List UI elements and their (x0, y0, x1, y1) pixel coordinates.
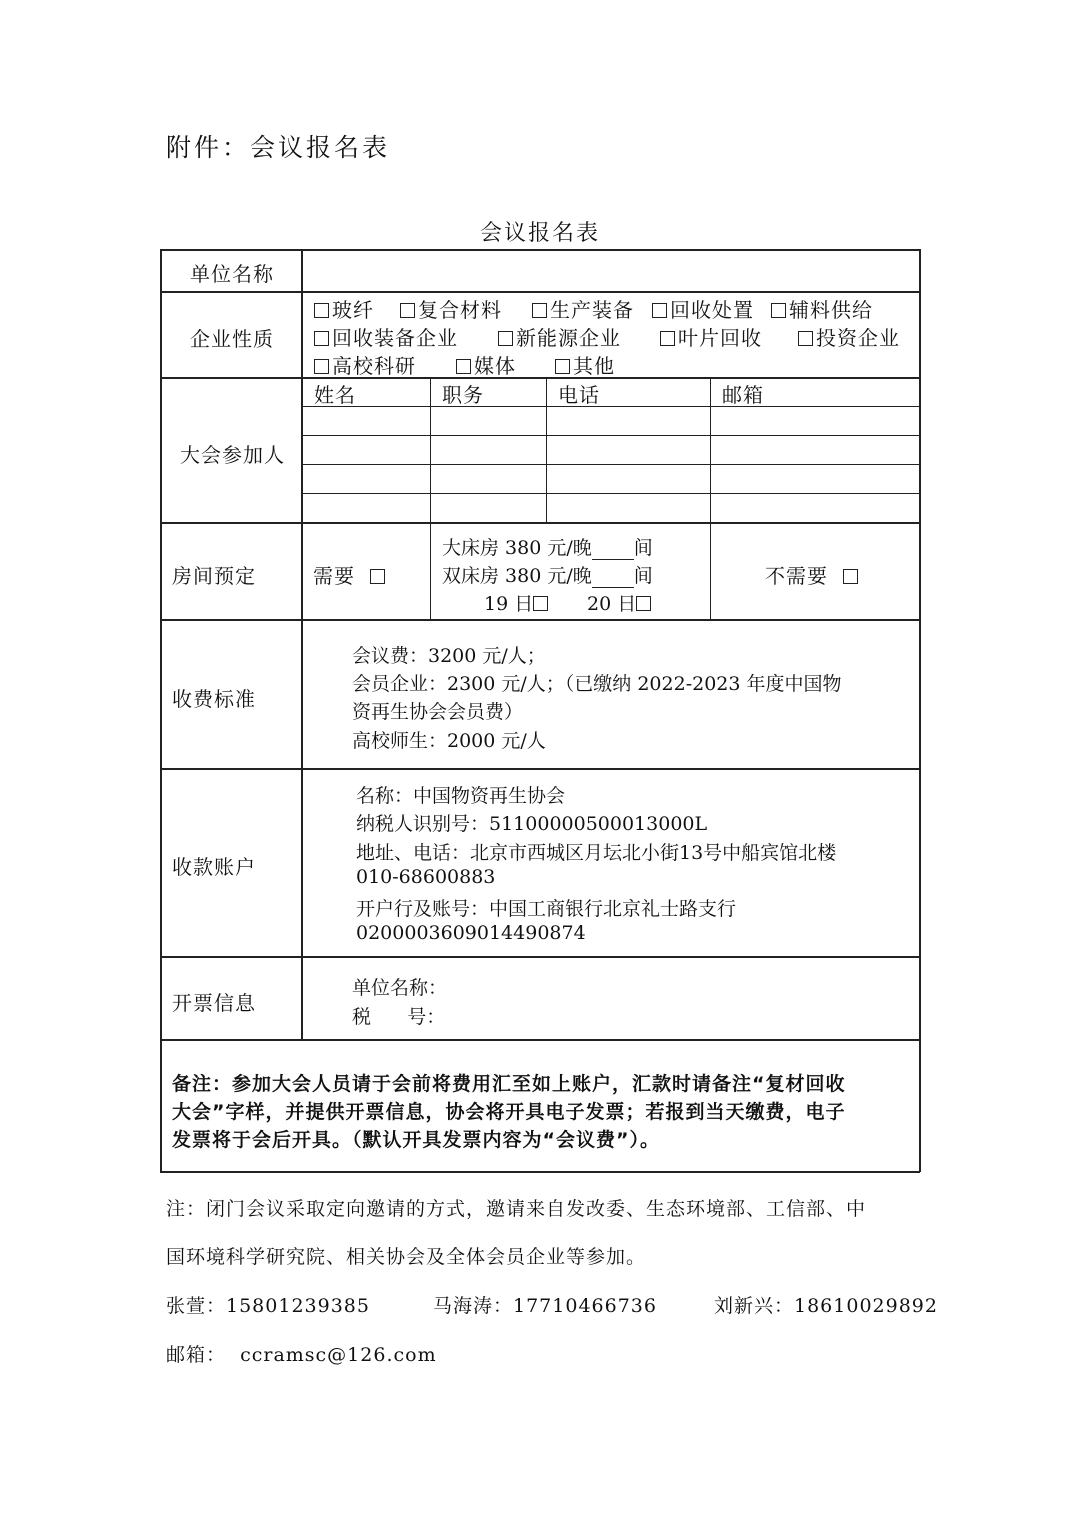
option-media[interactable]: 媒体 (456, 350, 516, 379)
checkbox-icon[interactable] (636, 596, 651, 611)
header-title: 职务 (442, 383, 484, 407)
checkbox-icon[interactable] (660, 331, 675, 346)
fee-member: 会员企业：2300 元/人；（已缴纳 2022-2023 年度中国物 (352, 673, 842, 695)
form-title: 会议报名表 (479, 221, 600, 246)
option-composite[interactable]: 复合材料 (400, 294, 502, 323)
remark-line-1: 备注：参加大会人员请于会前将费用汇至如上账户，汇款时请备注“复材回收 (172, 1073, 846, 1095)
account-tax-id: 纳税人识别号：51100000500013000L (356, 813, 708, 835)
room-booking-label: 房间预定 (172, 564, 256, 588)
checkbox-icon[interactable] (314, 331, 329, 346)
account-bank: 开户行及账号：中国工商银行北京礼士路支行 (356, 898, 737, 920)
room-need-option[interactable]: 需要 (313, 560, 388, 589)
unit-name-field[interactable] (303, 251, 918, 290)
fee-meeting: 会议费：3200 元/人； (352, 645, 546, 667)
checkbox-icon[interactable] (652, 303, 667, 318)
account-bank-number: 0200003609014490874 (356, 922, 586, 944)
invoice-tax-number: 税 号： (352, 1006, 446, 1028)
checkbox-icon[interactable] (314, 359, 329, 374)
checkbox-icon[interactable] (798, 331, 813, 346)
checkbox-icon[interactable] (370, 569, 385, 584)
attendee-label: 大会参加人 (180, 443, 285, 467)
room-no-need-option[interactable]: 不需要 (765, 560, 861, 589)
header-email: 邮箱 (722, 383, 764, 407)
bank-account-label: 收款账户 (172, 855, 256, 879)
option-university-research[interactable]: 高校科研 (314, 350, 416, 379)
option-investment[interactable]: 投资企业 (798, 322, 900, 351)
checkbox-icon[interactable] (555, 359, 570, 374)
remark-line-2: 大会”字样，并提供开票信息，协会将开具电子发票；若报到当天缴费，电子 (172, 1101, 846, 1123)
attachment-title: 附件：会议报名表 (166, 133, 391, 162)
contact-zhang: 张萱：15801239385 (166, 1295, 370, 1317)
option-recycling-equipment[interactable]: 回收装备企业 (314, 322, 458, 351)
fee-member-cont: 资再生协会会员费） (352, 701, 524, 723)
checkbox-icon[interactable] (771, 303, 786, 318)
other-blank[interactable] (615, 354, 725, 379)
checkbox-icon[interactable] (532, 303, 547, 318)
room-day-20[interactable]: 20 日 (587, 589, 654, 616)
option-new-energy[interactable]: 新能源企业 (498, 322, 621, 351)
checkbox-icon[interactable] (843, 569, 858, 584)
unit-name-label: 单位名称 (190, 262, 274, 286)
option-recycling-disposal[interactable]: 回收处置 (652, 294, 754, 323)
fee-standard-label: 收费标准 (172, 687, 256, 711)
invoice-info-label: 开票信息 (172, 991, 256, 1015)
closed-meeting-note-2: 国环境科学研究院、相关协会及全体会员企业等参加。 (166, 1246, 647, 1268)
header-phone: 电话 (558, 383, 600, 407)
fee-university: 高校师生：2000 元/人 (352, 730, 546, 752)
checkbox-icon[interactable] (314, 303, 329, 318)
account-address: 地址、电话：北京市西城区月坛北小街13号中船宾馆北楼 (356, 842, 837, 864)
option-auxiliary-supply[interactable]: 辅料供给 (771, 294, 873, 323)
remark-line-3: 发票将于会后开具。（默认开具发票内容为“会议费”）。 (172, 1129, 660, 1151)
option-blade-recycling[interactable]: 叶片回收 (660, 322, 762, 351)
account-name: 名称：中国物资再生协会 (356, 785, 566, 807)
contact-ma: 马海涛：17710466736 (433, 1295, 657, 1317)
checkbox-icon[interactable] (498, 331, 513, 346)
closed-meeting-note-1: 注：闭门会议采取定向邀请的方式，邀请来自发改委、生态环境部、工信部、中 (166, 1198, 867, 1220)
option-other[interactable]: 其他 (555, 350, 725, 379)
twin-room-line: 双床房 380 元/晚 间 (442, 565, 653, 587)
contact-email: 邮箱： ccramsc@126.com (166, 1344, 437, 1366)
room-day-19[interactable]: 19 日 (484, 589, 551, 616)
account-phone: 010-68600883 (356, 866, 496, 888)
checkbox-icon[interactable] (400, 303, 415, 318)
checkbox-icon[interactable] (533, 596, 548, 611)
option-production-equipment[interactable]: 生产装备 (532, 294, 634, 323)
invoice-unit-name: 单位名称： (352, 977, 448, 999)
enterprise-nature-label: 企业性质 (190, 327, 274, 351)
contact-liu: 刘新兴：18610029892 (714, 1295, 938, 1317)
option-glass-fiber[interactable]: 玻纤 (314, 294, 374, 323)
king-room-line: 大床房 380 元/晚 间 (442, 537, 653, 559)
checkbox-icon[interactable] (456, 359, 471, 374)
header-name: 姓名 (314, 383, 356, 407)
